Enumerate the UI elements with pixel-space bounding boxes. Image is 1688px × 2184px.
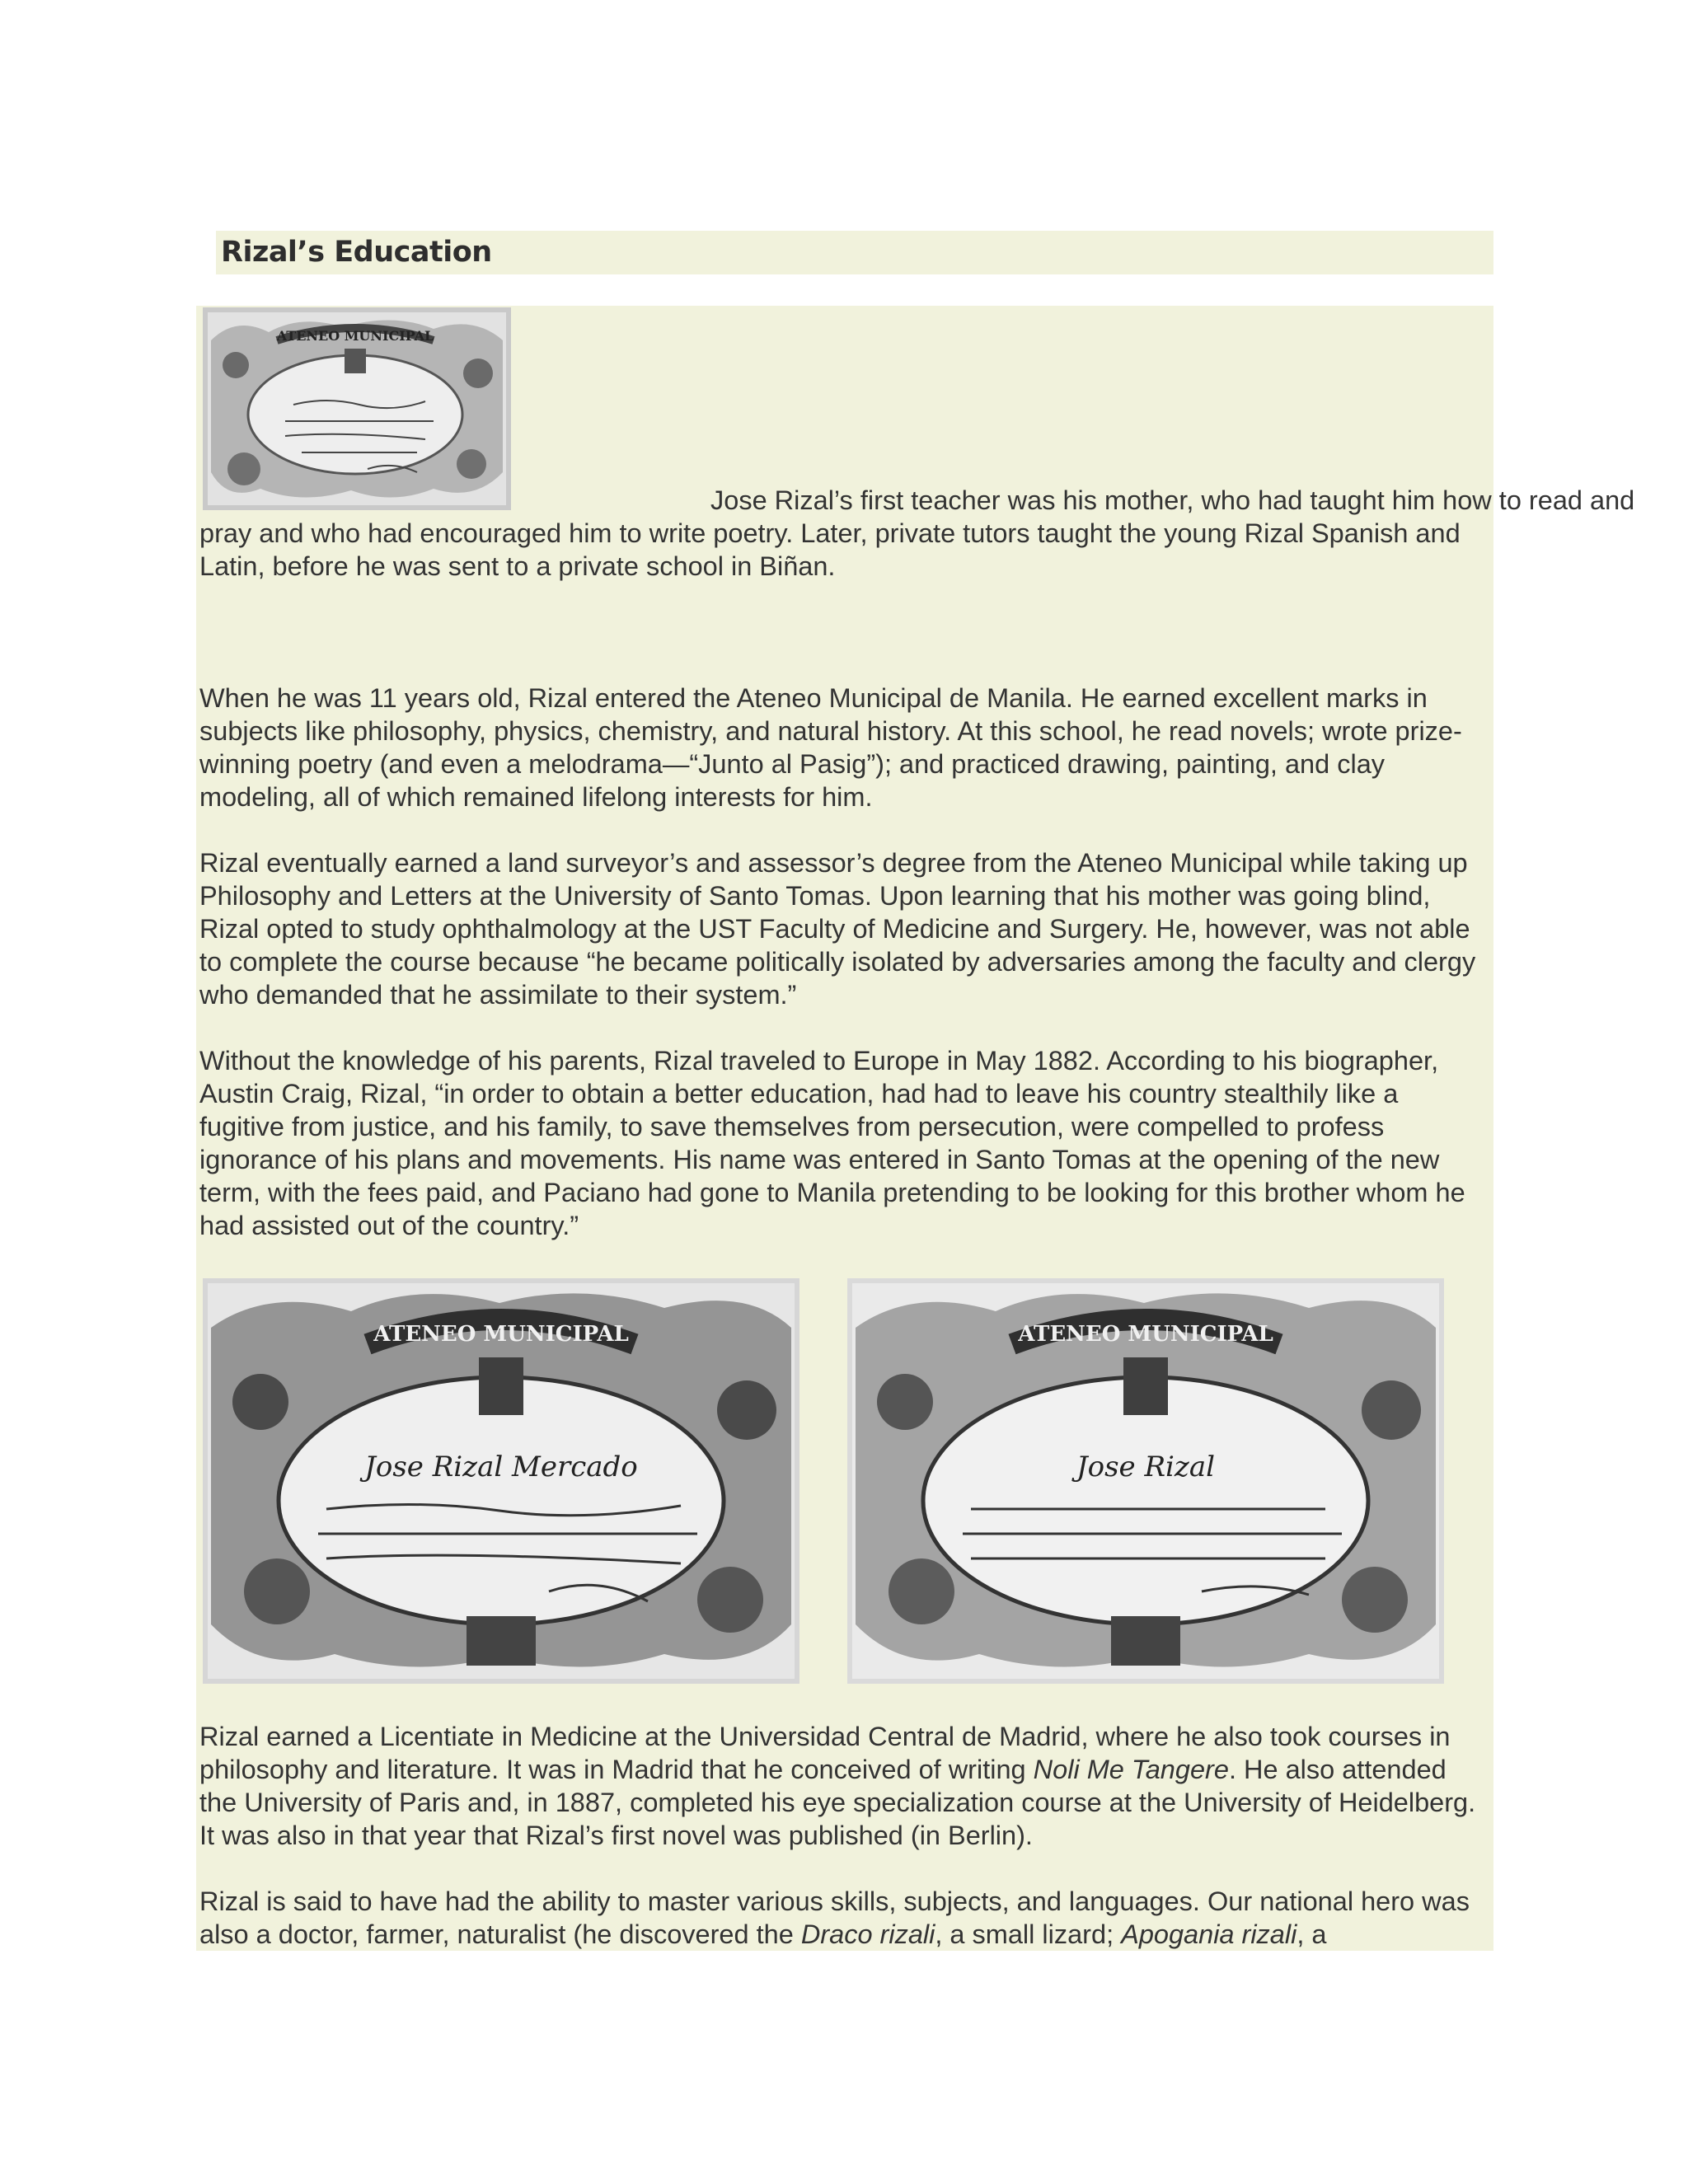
certificate-thumbnail-banner: ATENEO MUNICIPAL <box>276 328 434 344</box>
certificate-right-name: Jose Rizal <box>1076 1451 1216 1483</box>
certificate-left <box>203 1278 799 1684</box>
certificate-thumbnail <box>203 307 511 510</box>
paragraph-5-part-c: . He also attended the University of Paris and, in 1887, completed his eye specialization course at the University of Heidelberg. It was also in that year that Rizal’s first novel was published (in Berlin). <box>199 1755 1476 1850</box>
paragraph-6-part-a: Rizal is said to have had the ability to master various skills, subjects, and languages. Our national hero was also a doctor, farmer, naturalist (he discovered the <box>199 1886 1470 1949</box>
paragraph-3: Rizal eventually earned a land surveyor’s and assessor’s degree from the Ateneo Municipal while taking up Philosophy and Letters at the University of Santo Tomas. Upon learning that his mother was going blind, Rizal opted to study ophthalmology at the UST Faculty of Medicine and Surgery. He, however, was not able to complete the course because “he became politically isolated by adversaries among the faculty and clergy who demanded that he assimilate to their system.” <box>199 848 1476 1010</box>
paragraph-4: Without the knowledge of his parents, Rizal traveled to Europe in May 1882. According to his biographer, Austin Craig, Rizal, “in order to obtain a better education, had had to leave his country stealthily like a fugitive from justice, and his family, to save themselves from persecution, were compelled to profess ignorance of his plans and movements. His name was entered in Santo Tomas at the opening of the new term, with the fees paid, and Paciano had gone to Manila pretending to be looking for this brother whom he had assisted out of the country.” <box>199 1046 1465 1240</box>
noli-me-tangere-title: Noli Me Tangere <box>1033 1755 1229 1784</box>
certificate-right <box>847 1278 1444 1684</box>
paragraph-6-part-c: , a small lizard; <box>935 1919 1122 1949</box>
certificate-left-name: Jose Rizal Mercado <box>364 1451 638 1483</box>
section-title-bar <box>216 231 1493 274</box>
paragraph-6 <box>199 1885 1490 1951</box>
paragraph-5-part-a: Rizal earned a Licentiate in Medicine at the Universidad Central de Madrid, where he also took courses in philosophy and literature. It was in Madrid that he conceived of writing <box>199 1722 1451 1784</box>
apogania-rizali-name: Apogania rizali <box>1121 1919 1297 1949</box>
paragraph-1-first-line: Jose Rizal’s first teacher was his mother, who had taught him how to read and <box>710 485 1635 515</box>
page-title: Rizal’s Education <box>221 236 492 269</box>
paragraph-1-continued: pray and who had encouraged him to write poetry. Later, private tutors taught the young Rizal Spanish and Latin, before he was sent to a private school in Biñan. <box>199 518 1461 581</box>
paragraph-2: When he was 11 years old, Rizal entered the Ateneo Municipal de Manila. He earned excellent marks in subjects like philosophy, physics, chemistry, and natural history. At this school, he read novels; wrote prize-winning poetry (and even a melodrama—“Junto al Pasig”); and practiced drawing, painting, and clay modeling, all of which remained lifelong interests for him. <box>199 683 1462 812</box>
draco-rizali-name: Draco rizali <box>800 1919 935 1949</box>
certificate-left-banner: ATENEO MUNICIPAL <box>373 1322 629 1347</box>
certificate-thumbnail-image <box>203 307 511 510</box>
certificate-right-banner: ATENEO MUNICIPAL <box>1018 1322 1273 1347</box>
paragraph-6-part-e: , a <box>1296 1919 1327 1949</box>
certificate-left-image <box>203 1278 799 1684</box>
paragraph-5 <box>199 1720 1490 1852</box>
certificate-right-image <box>847 1278 1444 1684</box>
article-body <box>196 306 1635 1951</box>
